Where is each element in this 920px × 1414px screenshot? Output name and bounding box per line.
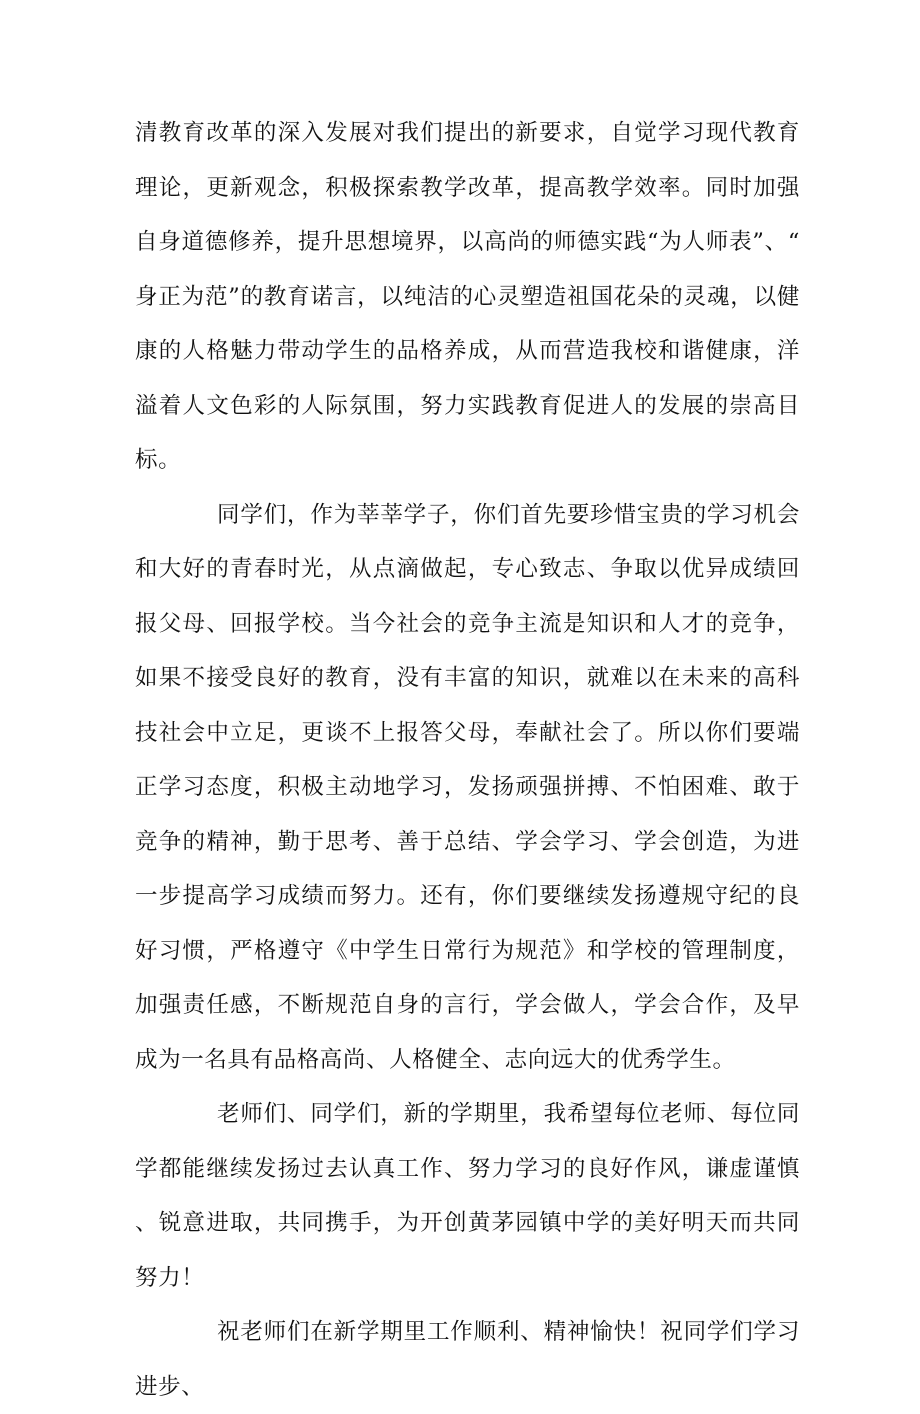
paragraph-4: 祝老师们在新学期里工作顺利、精神愉快！祝同学们学习进步、 — [135, 1319, 800, 1400]
paragraph-1: 清教育改革的深入发展对我们提出的新要求，自觉学习现代教育理论，更新观念，积极探索教学改革，提高教学效率。同时加强自身道德修养，提升思想境界，以高尚的师德实践“为人师表”、“身正为范”的教育诺言，以纯洁的心灵塑造祖国花朵的灵魂，以健康的人格魅力带动学生的品格养成，从而营造我校和谐健康，洋溢着人文色彩的人际氛围，努力实践教育促进人的发展的崇高目标。 — [135, 120, 800, 473]
paragraph-3: 老师们、同学们，新的学期里，我希望每位老师、每位同学都能继续发扬过去认真工作、努力学习的良好作风，谦虚谨慎、锐意进取，共同携手，为开创黄茅园镇中学的美好明天而共同努力！ — [135, 1101, 800, 1291]
document-body — [135, 106, 800, 1414]
paragraph-2: 同学们，作为莘莘学子，你们首先要珍惜宝贵的学习机会和大好的青春时光，从点滴做起，专心致志、争取以优异成绩回报父母、回报学校。当今社会的竞争主流是知识和人才的竞争，如果不接受良好的教育，没有丰富的知识，就难以在未来的高科技社会中立足，更谈不上报答父母，奉献社会了。所以你们要端正学习态度，积极主动地学习，发扬顽强拼搏、不怕困难、敢于竞争的精神，勤于思考、善于总结、学会学习、学会创造，为进一步提高学习成绩而努力。还有，你们要继续发扬遵规守纪的良好习惯，严格遵守《中学生日常行为规范》和学校的管理制度，加强责任感，不断规范自身的言行，学会做人，学会合作，及早成为一名具有品格高尚、人格健全、志向远大的优秀学生。 — [135, 501, 800, 1073]
